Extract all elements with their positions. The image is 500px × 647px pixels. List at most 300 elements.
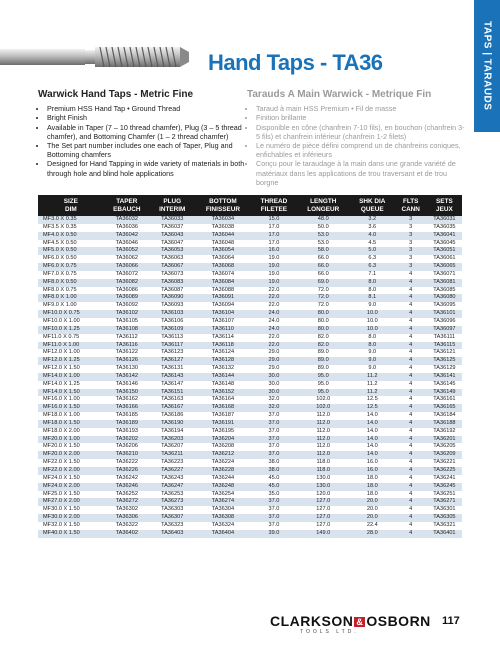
table-cell: 7.1 (368, 270, 377, 277)
table-cell: TA36206 (115, 443, 138, 450)
table-cell: TA36274 (211, 498, 235, 505)
table-cell: 4 (409, 341, 413, 348)
table-cell: TA36304 (211, 506, 235, 513)
table-cell: TA36253 (161, 490, 184, 497)
table-cell: TA36085 (433, 286, 456, 293)
table-cell: TA36248 (211, 482, 235, 489)
table-cell: TA36141 (433, 372, 456, 379)
table-cell: 127.0 (316, 521, 331, 528)
table-cell: 66.0 (317, 270, 329, 277)
table-cell: 16.0 (366, 467, 378, 473)
table-cell: 4 (409, 349, 413, 356)
table-cell: 118.0 (316, 467, 331, 473)
column-header (251, 195, 296, 216)
table-cell: 4 (409, 388, 413, 395)
table-cell: TA36113 (161, 333, 184, 340)
french-heading: Tarauds A Main Warwick - Metrique Fin (247, 89, 432, 100)
table-cell: TA36087 (161, 286, 184, 293)
spec-table-header (38, 195, 462, 216)
table-cell: TA36211 (161, 451, 184, 458)
table-cell: 8.0 (368, 286, 377, 293)
logo-ampersand: & (356, 617, 364, 628)
table-cell: TA36126 (115, 357, 138, 364)
table-cell: TA36225 (433, 467, 456, 473)
table-cell: TA36093 (161, 302, 184, 309)
column-header-line: SETS (436, 198, 453, 205)
table-cell: TA36114 (211, 333, 234, 340)
column-header-line: LONGEUR (307, 205, 340, 213)
table-cell: TA36195 (211, 427, 235, 434)
table-cell: TA36034 (211, 216, 235, 222)
table-cell: 4 (409, 317, 413, 324)
column-header-line: QUEUE (360, 205, 384, 213)
table-cell: TA36254 (211, 490, 235, 497)
table-cell: 4 (409, 310, 413, 317)
table-cell: TA36054 (211, 247, 235, 254)
table-cell: 4 (409, 365, 413, 372)
table-cell: TA36052 (115, 247, 138, 254)
table-cell: TA36061 (433, 255, 456, 262)
table-cell: 24.0 (268, 317, 280, 324)
table-cell: MF8.0 X 0.50 (43, 278, 77, 285)
table-row (38, 271, 462, 279)
table-row (38, 506, 462, 514)
list-item: • Finition brillante (256, 113, 467, 122)
table-cell: TA36193 (115, 427, 138, 434)
table-cell: TA36252 (115, 490, 138, 497)
table-cell: TA36150 (115, 388, 138, 395)
column-header (38, 195, 104, 216)
table-cell: TA36404 (211, 529, 235, 536)
table-cell: MF22.0 X 2.00 (43, 467, 80, 473)
table-cell: 19.0 (268, 263, 280, 270)
table-cell: TA36068 (211, 263, 235, 270)
table-cell: 16.0 (366, 459, 378, 466)
table-cell: 112.0 (316, 451, 331, 458)
table-row (38, 530, 462, 538)
table-cell: TA36163 (161, 396, 184, 403)
table-cell: 4 (409, 333, 413, 340)
table-cell: 4.5 (368, 239, 377, 246)
table-row (38, 334, 462, 342)
table-cell: 112.0 (316, 443, 331, 450)
table-cell: MF10.0 X 1.00 (43, 317, 80, 324)
table-cell: 72.0 (317, 294, 329, 301)
table-row (38, 255, 462, 263)
table-cell: 30.0 (268, 388, 280, 395)
table-cell: 95.0 (317, 372, 329, 379)
table-cell: TA36164 (211, 396, 235, 403)
spec-table-body (38, 216, 462, 538)
table-cell: 11.2 (367, 388, 378, 395)
table-cell: 29.0 (268, 349, 280, 356)
table-cell: TA36272 (115, 498, 138, 505)
table-cell: TA36306 (115, 514, 138, 521)
table-cell: TA36096 (433, 317, 456, 324)
table-cell: 118.0 (316, 459, 331, 466)
table-row (38, 224, 462, 232)
column-header-line: SHK DIA (359, 198, 386, 205)
table-cell: 10.0 (366, 310, 378, 317)
table-cell: 11.2 (367, 380, 378, 387)
table-cell: TA36109 (161, 325, 184, 332)
hand-tap-image (0, 40, 190, 74)
table-cell: 4 (409, 451, 413, 458)
table-row (38, 381, 462, 389)
table-cell: 127.0 (316, 514, 331, 521)
table-cell: 4 (409, 482, 413, 489)
table-cell: 89.0 (317, 357, 329, 364)
table-cell: TA36166 (115, 404, 138, 411)
table-cell: 17.0 (268, 231, 280, 238)
table-row (38, 310, 462, 318)
table-cell: TA36116 (115, 341, 138, 348)
column-header (296, 195, 350, 216)
table-cell: 4 (409, 427, 413, 434)
table-cell: MF20.0 X 1.50 (43, 443, 80, 450)
table-cell: 37.0 (268, 443, 280, 450)
table-cell: 32.0 (268, 396, 280, 403)
table-cell: TA36226 (115, 467, 138, 473)
table-cell: 18.0 (366, 482, 378, 489)
table-cell: MF12.0 X 1.00 (43, 349, 80, 356)
table-cell: MF10.0 X 0.75 (43, 310, 80, 317)
table-cell: 72.0 (317, 286, 329, 293)
brand-logo (270, 613, 431, 629)
french-description (247, 90, 467, 187)
table-cell: TA36401 (433, 529, 456, 536)
table-cell: 14.0 (366, 451, 378, 458)
table-cell: 4 (409, 325, 413, 332)
table-cell: 53.0 (317, 239, 329, 246)
table-cell: TA36121 (433, 349, 456, 356)
table-cell: 4 (409, 529, 413, 536)
table-cell: 29.0 (268, 357, 280, 364)
table-cell: MF9.0 X 1.00 (43, 302, 77, 309)
table-cell: 20.0 (366, 498, 378, 505)
table-cell: 3 (409, 216, 413, 222)
table-cell: 89.0 (317, 349, 329, 356)
list-item: • Conçu pour le taraudage à la main dans une grande variété de matériaux dans les applications de trou traversant et de trou borgne (256, 159, 467, 187)
table-cell: TA36117 (161, 341, 184, 348)
table-row (38, 294, 462, 302)
table-cell: TA36302 (115, 506, 138, 513)
page-title: Hand Taps - TA36 (208, 50, 383, 75)
table-cell: MF14.0 X 1.00 (43, 372, 80, 379)
table-cell: TA36041 (433, 231, 456, 238)
table-cell: 22.0 (268, 302, 280, 309)
table-cell: MF5.0 X 0.50 (43, 247, 77, 254)
table-row (38, 389, 462, 397)
list-item: • Available in Taper (7 – 10 thread chamfer), Plug (3 – 5 thread chamfer), and Bottoming Chamfer (1 – 2 thread chamfer) (47, 123, 258, 141)
table-cell: 9.0 (368, 357, 377, 364)
table-cell: 102.0 (316, 404, 331, 411)
column-header-line: INTERIM (159, 205, 186, 213)
table-cell: 17.0 (268, 239, 280, 246)
table-cell: TA36223 (161, 459, 184, 466)
table-row (38, 420, 462, 428)
table-cell: 24.0 (268, 325, 280, 332)
table-cell: TA36168 (211, 404, 235, 411)
table-cell: 4 (409, 404, 413, 411)
table-cell: 4 (409, 270, 413, 277)
table-cell: TA36165 (433, 404, 456, 411)
table-cell: TA36148 (211, 380, 235, 387)
table-row (38, 247, 462, 255)
table-cell: MF4.0 X 0.50 (43, 231, 77, 238)
logo-subtitle: TOOLS LTD. (300, 629, 359, 635)
table-cell: TA36271 (433, 498, 456, 505)
table-cell: TA36086 (115, 286, 138, 293)
table-cell: TA36190 (161, 419, 184, 426)
table-cell: 50.0 (317, 223, 329, 230)
table-cell: TA36192 (433, 427, 456, 434)
table-cell: MF12.0 X 1.25 (43, 357, 80, 364)
table-cell: 10.0 (366, 317, 378, 324)
table-cell: TA36228 (211, 467, 235, 473)
table-cell: TA36062 (115, 255, 138, 262)
table-cell: 38.0 (268, 459, 280, 466)
list-item: • The Set part number includes one each of Taper, Plug and Bottoming chamfers (47, 141, 258, 159)
table-cell: 3 (409, 263, 413, 270)
table-cell: TA36186 (161, 412, 184, 419)
table-cell: 14.0 (366, 435, 378, 442)
table-cell: TA36129 (433, 365, 456, 372)
table-cell: TA36187 (211, 412, 235, 419)
table-cell: 82.0 (317, 341, 329, 348)
table-row (38, 373, 462, 381)
table-row (38, 349, 462, 357)
table-cell: TA36151 (161, 388, 184, 395)
table-row (38, 240, 462, 248)
table-cell: 45.0 (268, 474, 280, 481)
table-cell: 4 (409, 278, 413, 285)
table-cell: TA36224 (211, 459, 235, 466)
list-item: • Taraud à main HSS Premium • Fil de masse (256, 104, 467, 113)
table-cell: 4 (409, 396, 413, 403)
table-cell: TA36167 (161, 404, 184, 411)
table-cell: 102.0 (316, 396, 331, 403)
table-cell: 130.0 (316, 482, 331, 489)
table-row (38, 326, 462, 334)
table-cell: TA36142 (115, 372, 138, 379)
table-cell: TA36051 (433, 247, 456, 254)
table-cell: MF14.0 X 1.25 (43, 380, 80, 387)
table-cell: 20.0 (366, 514, 378, 521)
table-cell: MF8.0 X 0.75 (43, 286, 77, 293)
table-cell: 8.1 (368, 294, 377, 301)
table-cell: TA36037 (161, 223, 184, 230)
english-description (38, 90, 258, 178)
table-row (38, 514, 462, 522)
table-cell: TA36209 (433, 451, 456, 458)
table-cell: MF22.0 X 1.50 (43, 459, 80, 466)
table-cell: TA36088 (211, 286, 235, 293)
table-cell: TA36322 (115, 521, 138, 528)
table-cell: TA36045 (433, 239, 456, 246)
column-header-line: SIZE (63, 198, 78, 205)
table-cell: 3 (409, 247, 413, 254)
table-cell: 12.5 (366, 396, 378, 403)
table-cell: TA36106 (161, 317, 184, 324)
table-cell: MF20.0 X 1.00 (43, 435, 80, 442)
table-row (38, 522, 462, 530)
table-cell: 37.0 (268, 514, 280, 521)
table-cell: TA36205 (433, 443, 456, 450)
table-cell: 37.0 (268, 435, 280, 442)
table-cell: TA36303 (161, 506, 184, 513)
table-cell: 19.0 (268, 255, 280, 262)
table-cell: TA36074 (211, 270, 235, 277)
table-cell: TA36149 (433, 388, 456, 395)
table-cell: TA36403 (161, 529, 184, 536)
table-cell: TA36210 (115, 451, 138, 458)
table-cell: 19.0 (268, 278, 280, 285)
table-cell: 80.0 (317, 325, 329, 332)
table-cell: TA36212 (211, 451, 235, 458)
table-cell: 4 (409, 443, 413, 450)
table-row (38, 318, 462, 326)
table-cell: MF20.0 X 2.00 (43, 451, 80, 458)
table-cell: TA36103 (161, 310, 184, 317)
table-cell: TA36131 (161, 365, 184, 372)
table-cell: 4 (409, 419, 413, 426)
table-cell: 22.0 (268, 333, 280, 340)
table-cell: 4 (409, 506, 413, 513)
table-cell: TA36402 (115, 529, 138, 536)
table-cell: TA36101 (433, 310, 456, 317)
table-cell: TA36243 (161, 474, 184, 481)
table-cell: TA36301 (433, 506, 456, 513)
table-cell: 4 (409, 435, 413, 442)
table-cell: 95.0 (317, 388, 329, 395)
table-cell: 112.0 (316, 435, 331, 442)
table-cell: TA36091 (211, 294, 235, 301)
list-item: • Premium HSS Hand Tap • Ground Thread (47, 104, 258, 113)
table-cell: 37.0 (268, 412, 280, 419)
table-cell: TA36247 (161, 482, 184, 489)
table-cell: MF24.0 X 2.00 (43, 482, 80, 489)
table-cell: 20.0 (366, 506, 378, 513)
table-cell: 11.2 (367, 372, 378, 379)
table-cell: 4 (409, 514, 413, 521)
list-item: • Designed for Hand Tapping in wide variety of materials in both through hole and blind hole applications (47, 159, 258, 177)
table-cell: TA36108 (115, 325, 138, 332)
table-cell: TA36227 (161, 467, 184, 473)
table-cell: MF18.0 X 1.00 (43, 412, 80, 419)
table-cell: TA36065 (433, 263, 456, 270)
table-cell: TA36128 (211, 357, 235, 364)
table-cell: TA36104 (211, 310, 235, 317)
table-row (38, 342, 462, 350)
table-cell: MF30.0 X 1.50 (43, 506, 80, 513)
table-cell: TA36242 (115, 474, 138, 481)
table-row (38, 498, 462, 506)
table-cell: TA36194 (161, 427, 184, 434)
section-tab-label: TAPS | TARAUDS (481, 21, 493, 111)
table-cell: TA36189 (115, 419, 138, 426)
column-header-line: BOTTOM (209, 198, 237, 205)
table-cell: 80.0 (317, 317, 329, 324)
table-cell: 127.0 (316, 506, 331, 513)
table-cell: TA36111 (433, 333, 456, 340)
table-cell: 8.0 (368, 333, 377, 340)
table-cell: 6.3 (368, 255, 377, 262)
table-cell: TA36162 (115, 396, 138, 403)
english-heading: Warwick Hand Taps - Metric Fine (38, 89, 194, 100)
table-cell: TA36031 (433, 216, 456, 222)
table-cell: 4 (409, 372, 413, 379)
table-cell: 37.0 (268, 506, 280, 513)
table-cell: TA36125 (433, 357, 456, 364)
table-cell: TA36208 (211, 443, 235, 450)
table-cell: 4 (409, 357, 413, 364)
table-cell: TA36246 (115, 482, 138, 489)
table-cell: TA36102 (115, 310, 138, 317)
table-cell: MF12.0 X 1.50 (43, 365, 80, 372)
table-cell: MF11.0 X 0.75 (43, 333, 80, 340)
table-cell: TA36084 (211, 278, 235, 285)
table-cell: MF6.0 X 0.50 (43, 255, 77, 262)
french-feature-list (247, 104, 467, 187)
table-cell: 112.0 (316, 427, 331, 434)
table-cell: TA36308 (211, 514, 235, 521)
table-cell: 17.0 (268, 223, 280, 230)
table-cell: MF27.0 X 2.00 (43, 498, 80, 505)
table-cell: 4 (409, 286, 413, 293)
table-cell: TA36038 (211, 223, 235, 230)
table-cell: TA36073 (161, 270, 184, 277)
table-cell: MF30.0 X 2.00 (43, 514, 80, 521)
table-cell: TA36094 (211, 302, 235, 309)
column-header (350, 195, 395, 216)
table-cell: TA36122 (115, 349, 138, 356)
column-header-line: EBAUCH (113, 205, 141, 213)
table-cell: TA36032 (115, 216, 138, 222)
table-cell: TA36273 (161, 498, 184, 505)
table-cell: 30.0 (268, 380, 280, 387)
table-cell: 95.0 (317, 380, 329, 387)
table-cell: TA36161 (433, 396, 456, 403)
table-row (38, 232, 462, 240)
table-cell: 14.0 (366, 443, 378, 450)
table-cell: TA36188 (433, 419, 456, 426)
table-cell: MF7.0 X 0.75 (43, 270, 77, 277)
column-header-line: JEUX (436, 205, 453, 213)
table-cell: 8.0 (368, 341, 377, 348)
table-cell: 48.0 (317, 216, 329, 222)
table-cell: 6.3 (368, 263, 377, 270)
table-cell: TA36082 (115, 278, 138, 285)
table-cell: TA36080 (433, 294, 456, 301)
column-header-line: DIM (64, 205, 77, 213)
table-cell: TA36043 (161, 231, 184, 238)
table-cell: 4 (409, 474, 413, 481)
table-cell: TA36307 (161, 514, 184, 521)
table-row (38, 302, 462, 310)
page-number: 117 (442, 615, 460, 627)
table-cell: TA36146 (115, 380, 138, 387)
table-cell: TA36203 (161, 435, 184, 442)
table-cell: TA36072 (115, 270, 138, 277)
table-cell: MF3.0 X 0.35 (43, 216, 77, 222)
column-header-line: CANN (401, 205, 420, 213)
table-cell: TA36127 (161, 357, 184, 364)
table-cell: 66.0 (317, 255, 329, 262)
table-cell: MF10.0 X 1.25 (43, 325, 80, 332)
table-cell: 112.0 (316, 419, 331, 426)
logo-text-left: CLARKSON (270, 613, 354, 629)
